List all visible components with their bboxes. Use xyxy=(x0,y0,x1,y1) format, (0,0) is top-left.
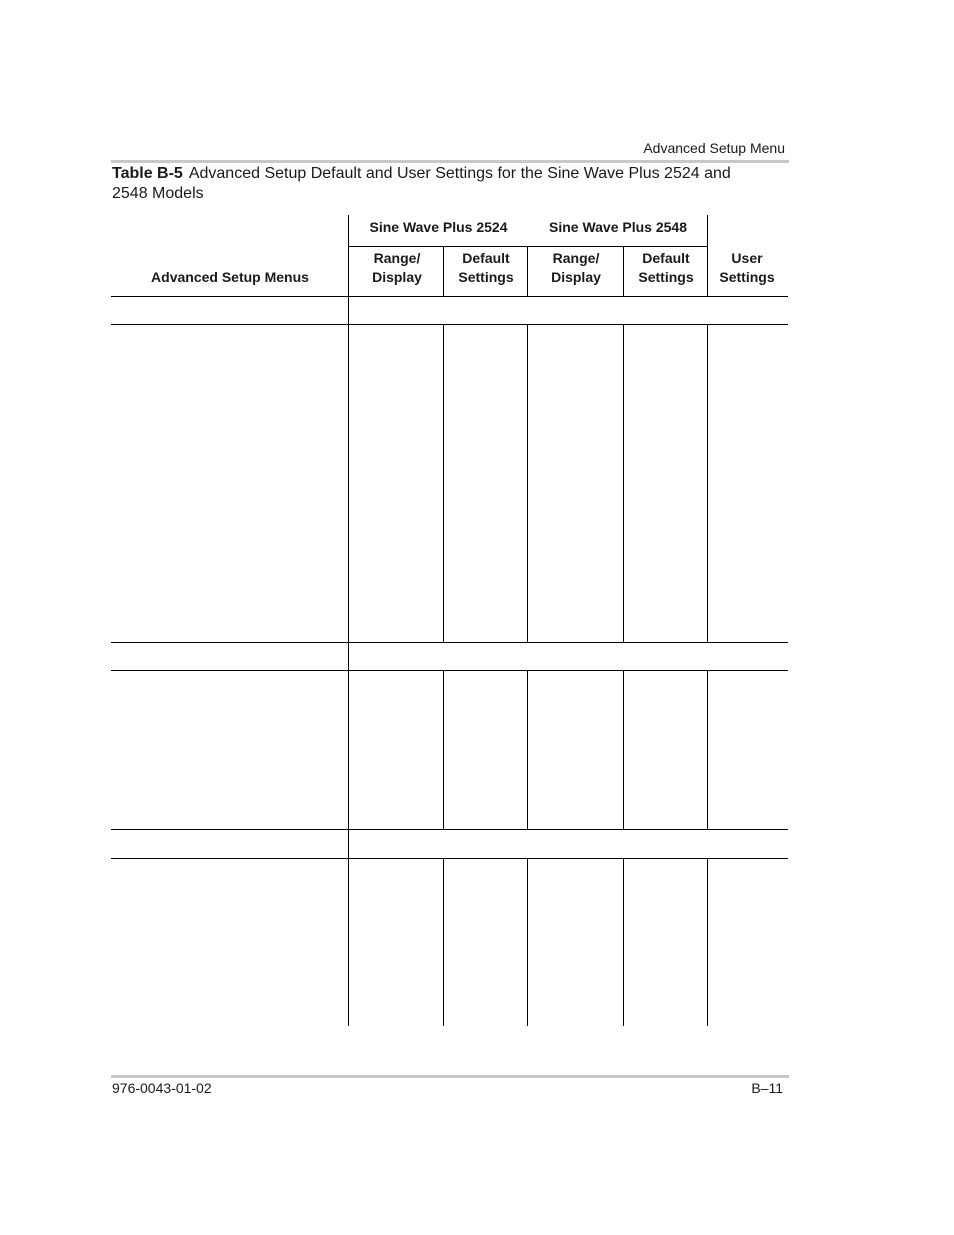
col-header-range-2548: Range/ Display xyxy=(551,250,601,285)
col-header-default-2524: Default Settings xyxy=(458,250,514,285)
table-divider xyxy=(707,858,708,1026)
table-divider xyxy=(443,858,444,1026)
col-header-menus: Advanced Setup Menus xyxy=(151,269,309,285)
table-divider xyxy=(111,829,788,830)
table-divider xyxy=(527,858,528,1026)
table-divider xyxy=(111,642,788,643)
table-divider xyxy=(623,247,624,296)
table-divider xyxy=(527,324,528,642)
table-divider xyxy=(707,324,708,642)
table-caption-text: Advanced Setup Default and User Settings for the Sine Wave Plus 2524 and 2548 Models xyxy=(112,165,731,202)
table-divider xyxy=(111,296,788,297)
col-group-2548: Sine Wave Plus 2548 xyxy=(549,219,687,235)
table-divider xyxy=(443,670,444,829)
doc-number: 976-0043-01-02 xyxy=(112,1080,212,1096)
col-header-default-2548: Default Settings xyxy=(638,250,694,285)
table-divider xyxy=(348,246,708,247)
table-divider xyxy=(111,324,788,325)
col-header-range-2524: Range/ Display xyxy=(372,250,422,285)
table-divider xyxy=(111,670,788,671)
col-header-user: User Settings xyxy=(719,250,775,285)
page-number: B–11 xyxy=(751,1080,783,1096)
table-divider xyxy=(111,858,788,859)
table-divider xyxy=(348,215,349,1026)
table-divider xyxy=(707,670,708,829)
table-divider xyxy=(527,670,528,829)
col-group-2524: Sine Wave Plus 2524 xyxy=(369,219,508,235)
table-divider xyxy=(623,324,624,642)
running-header: Advanced Setup Menu xyxy=(643,140,785,156)
table-divider xyxy=(707,215,708,296)
table-divider xyxy=(527,247,528,296)
table-label: Table B-5 xyxy=(112,165,183,182)
table-divider xyxy=(623,670,624,829)
table-divider xyxy=(443,247,444,296)
footer-rule xyxy=(111,1075,789,1078)
table-divider xyxy=(623,858,624,1026)
table-divider xyxy=(443,324,444,642)
